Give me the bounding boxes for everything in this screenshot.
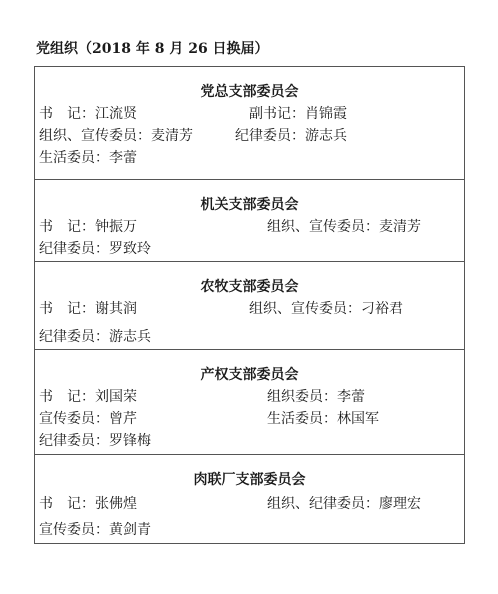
member-name: 江流贤 [95, 106, 137, 122]
member-name: 麦清芳 [151, 128, 193, 144]
role-label: 副书记： [249, 106, 305, 122]
role-label: 纪律委员： [39, 241, 109, 257]
role-label: 纪律委员： [39, 329, 109, 345]
role-label: 组织、宣传委员： [39, 128, 151, 144]
table-row [35, 430, 464, 452]
section-title: 肉联厂支部委员会 [193, 472, 306, 488]
member-name: 罗锋梅 [109, 433, 151, 449]
table-row [35, 298, 464, 320]
member-name: 林国军 [337, 411, 379, 427]
committee-table [34, 66, 465, 544]
table-row [35, 386, 464, 408]
table-row [35, 519, 464, 541]
member-name: 麦清芳 [379, 219, 421, 235]
role-label: 纪律委员： [39, 433, 109, 449]
member-name: 李蕾 [337, 389, 365, 405]
section-general-branch [35, 67, 464, 180]
member-name: 刁裕君 [361, 301, 403, 317]
table-row [35, 326, 464, 348]
role-label: 书 记： [39, 219, 95, 235]
role-label: 宣传委员： [39, 411, 109, 427]
role-label: 组织、纪律委员： [267, 496, 379, 512]
table-row [35, 238, 464, 260]
role-label: 生活委员： [39, 150, 109, 166]
section-title: 党总支部委员会 [200, 84, 299, 100]
member-name: 谢其润 [95, 301, 137, 317]
role-label: 组织、宣传委员： [267, 219, 379, 235]
role-label: 组织委员： [267, 389, 337, 405]
role-label: 书 记： [39, 301, 95, 317]
member-name: 钟振万 [95, 219, 137, 235]
table-row [35, 147, 464, 169]
table-row [35, 125, 464, 147]
section-title: 农牧支部委员会 [200, 279, 299, 295]
member-name: 罗致玲 [109, 241, 151, 257]
member-name: 刘国荣 [95, 389, 137, 405]
role-label: 书 记： [39, 389, 95, 405]
member-name: 肖锦霞 [305, 106, 347, 122]
role-label: 纪律委员： [235, 128, 305, 144]
page-heading: 党组织（2018 年 8 月 26 日换届） [36, 41, 269, 57]
table-row [35, 493, 464, 515]
role-label: 组织、宣传委员： [249, 301, 361, 317]
member-name: 廖理宏 [379, 496, 421, 512]
section-property-branch [35, 350, 464, 455]
section-agriculture-branch [35, 262, 464, 350]
role-label: 生活委员： [267, 411, 337, 427]
section-meat-plant-branch [35, 455, 464, 544]
role-label: 书 记： [39, 496, 95, 512]
member-name: 游志兵 [109, 329, 151, 345]
section-office-branch [35, 180, 464, 262]
table-row [35, 103, 464, 125]
member-name: 曾芹 [109, 411, 137, 427]
section-title: 产权支部委员会 [200, 367, 299, 383]
member-name: 张佛煌 [95, 496, 137, 512]
member-name: 黄剑青 [109, 522, 151, 538]
role-label: 宣传委员： [39, 522, 109, 538]
role-label: 书 记： [39, 106, 95, 122]
member-name: 李蕾 [109, 150, 137, 166]
section-title: 机关支部委员会 [200, 197, 299, 213]
member-name: 游志兵 [305, 128, 347, 144]
table-row [35, 216, 464, 238]
table-row [35, 408, 464, 430]
